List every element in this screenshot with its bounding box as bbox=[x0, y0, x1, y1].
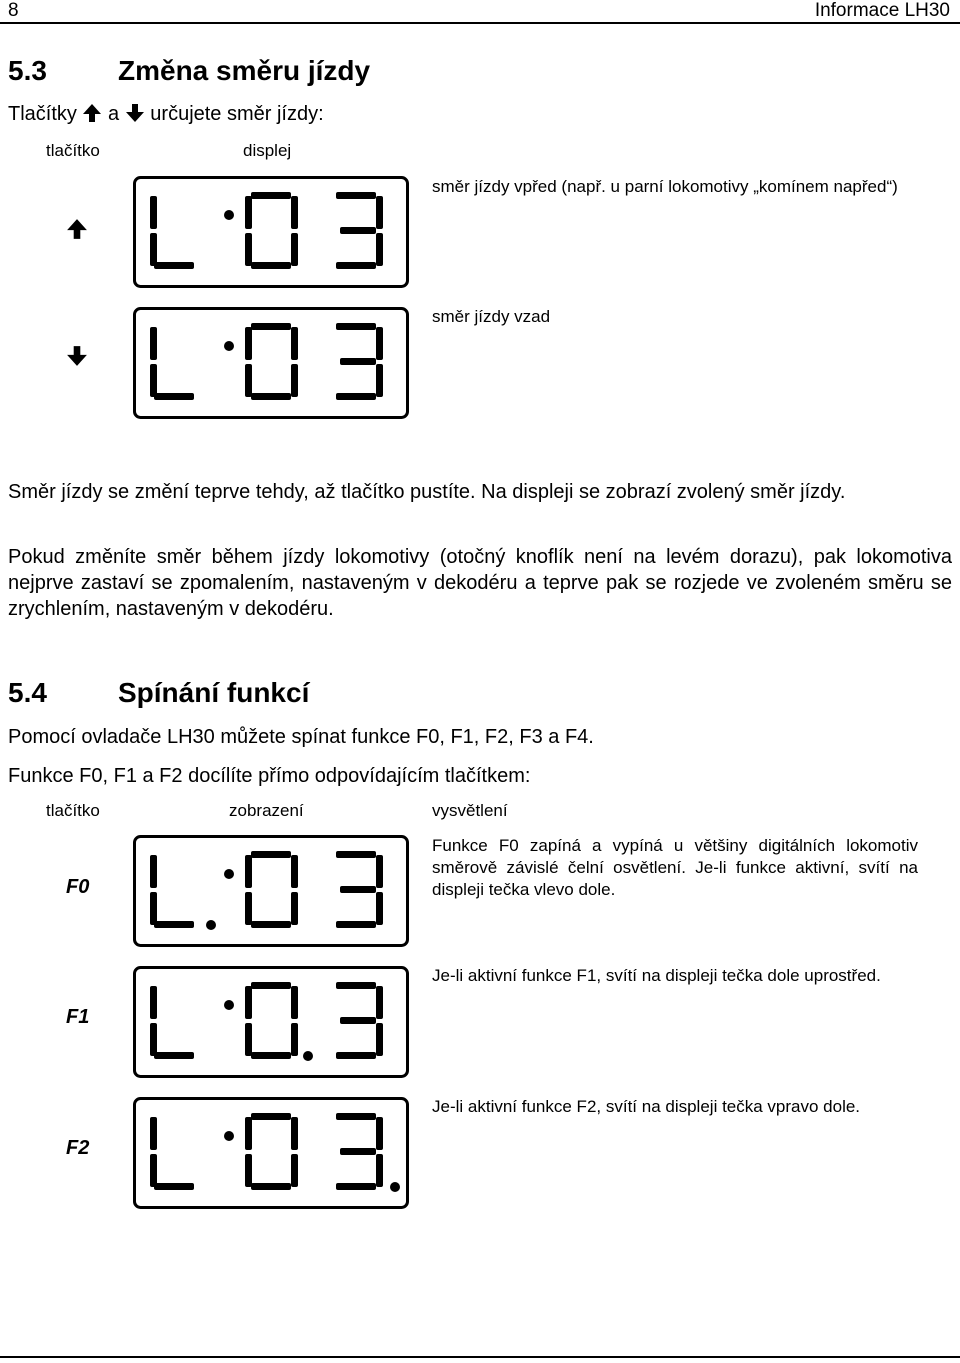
function-key-f0: F0 bbox=[66, 876, 90, 898]
function-key-f2: F2 bbox=[66, 1137, 90, 1159]
f2-description: Je-li aktivní funkce F2, svítí na displeji tečka vpravo dole. bbox=[432, 1097, 861, 1116]
direction-intro bbox=[8, 101, 324, 127]
lcd-display bbox=[133, 307, 409, 419]
intro-text-after: určujete směr jízdy: bbox=[150, 103, 324, 125]
f0-description: Funkce F0 zapíná a vypíná u většiny digitálních lokomotiv směrově závislé čelní osvětlení. Je-li funkce aktivní, svítí na displeji tečka vlevo dole. bbox=[432, 836, 918, 899]
direction-reverse-description: směr jízdy vzad bbox=[432, 307, 551, 326]
lcd-display bbox=[133, 1097, 409, 1209]
direction-paragraph-2: Pokud změníte směr během jízdy lokomotivy (otočný knoflík není na levém dorazu), pak lokomotiva nejprve zastaví se zpomalením, nastaveným v dekodéru a teprve pak se rozjede ve zvoleném směru se zrychlením, nastaveným v dekodéru. bbox=[8, 546, 952, 620]
section-5-3-heading bbox=[8, 55, 370, 87]
section-number: 5.3 bbox=[8, 55, 47, 86]
function-key-f1: F1 bbox=[66, 1006, 90, 1028]
column-header-display: displej bbox=[243, 141, 292, 160]
arrow-up-icon bbox=[66, 218, 88, 240]
intro-text-middle: a bbox=[108, 103, 120, 125]
section-number: 5.4 bbox=[8, 677, 47, 708]
direction-paragraph-1: Směr jízdy se změní teprve tehdy, až tlačítko pustíte. Na displeji se zobrazí zvolený směr jízdy. bbox=[8, 481, 846, 503]
column-header-button: tlačítko bbox=[46, 141, 100, 160]
footer-rule bbox=[0, 1356, 960, 1358]
direction-forward-description: směr jízdy vpřed (např. u parní lokomotivy „komínem napřed“) bbox=[432, 177, 898, 196]
column-header-display: zobrazení bbox=[229, 801, 304, 820]
column-header-explanation: vysvětlení bbox=[432, 801, 508, 820]
page-number: 8 bbox=[8, 0, 19, 21]
arrow-down-icon bbox=[66, 345, 88, 367]
section-title: Změna směru jízdy bbox=[118, 55, 371, 86]
header-rule bbox=[0, 22, 960, 24]
arrow-up-icon bbox=[82, 103, 102, 123]
document-title: Informace LH30 bbox=[814, 0, 950, 21]
lcd-display bbox=[133, 176, 409, 288]
section-title: Spínání funkcí bbox=[118, 677, 310, 708]
functions-paragraph-1: Pomocí ovladače LH30 můžete spínat funkce F0, F1, F2, F3 a F4. bbox=[8, 726, 594, 748]
lcd-display bbox=[133, 966, 409, 1078]
lcd-display bbox=[133, 835, 409, 947]
f1-description: Je-li aktivní funkce F1, svítí na displeji tečka dole uprostřed. bbox=[432, 966, 881, 985]
intro-text-before: Tlačítky bbox=[8, 103, 77, 125]
section-5-4-heading bbox=[8, 677, 309, 709]
arrow-down-icon bbox=[125, 103, 145, 123]
column-header-button: tlačítko bbox=[46, 801, 100, 820]
functions-paragraph-2: Funkce F0, F1 a F2 docílíte přímo odpovídajícím tlačítkem: bbox=[8, 765, 531, 787]
